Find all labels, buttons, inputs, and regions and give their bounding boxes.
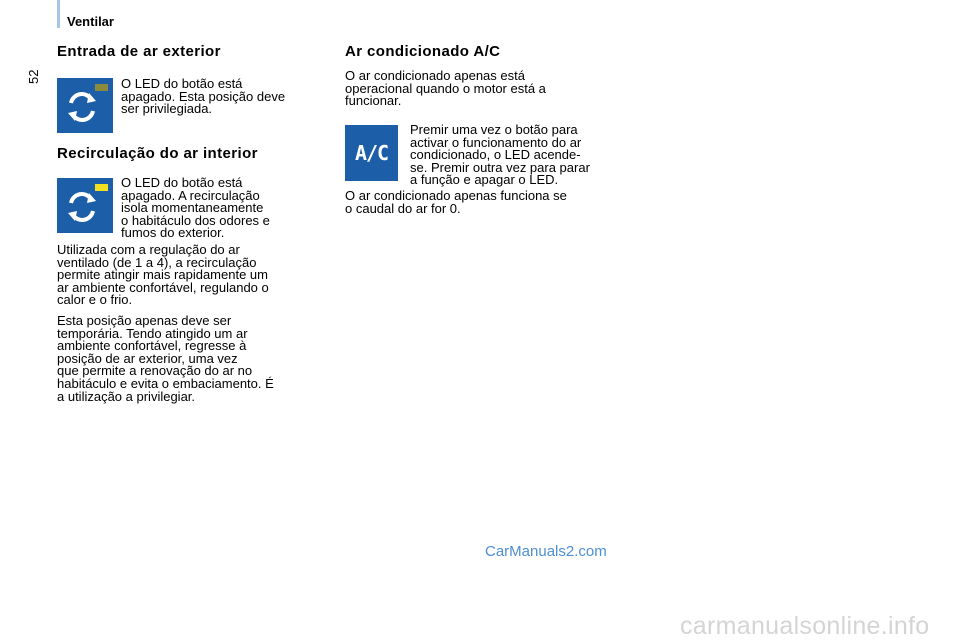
recirculation-arrows-icon [65, 90, 99, 124]
ac-button-icon: A/C [345, 125, 398, 181]
ac-note: O ar condicionado apenas funciona se o caudal do ar for 0. [345, 188, 567, 216]
ac-intro: O ar condicionado apenas está operacional quando o motor está a funcionar. [345, 68, 546, 109]
header-accent-bar [57, 0, 60, 28]
section-heading-recirculation: Recirculação do ar interior [57, 145, 258, 162]
page-header-title: Ventilar [67, 14, 114, 29]
section-heading-ac: Ar condicionado A/C [345, 43, 501, 60]
recirculation-arrows-icon [65, 190, 99, 224]
recirculation-paragraph-1: Utilizada com a regulação do ar ventilado (de 1 a 4), a recirculação permite atingir mais rapidamente um ar ambiente confortável, regulando o calor e o frio. [57, 242, 269, 308]
page-number: 52 [26, 69, 41, 84]
watermark-carmanuals2[interactable]: CarManuals2.com [485, 543, 607, 560]
recirculation-paragraph-2: Esta posição apenas deve ser temporária. Tendo atingido um ar ambiente confortável, regresse à posição de ar exterior, uma vez que permite a renovação do ar no habitáculo e evita o embaciamento. É a utilização a privilegiar. [57, 313, 274, 404]
outside-air-description: O LED do botão está apagado. Esta posição deve ser privilegiada. [121, 76, 286, 117]
section-heading-outside-air: Entrada de ar exterior [57, 43, 221, 60]
ac-description: Premir uma vez o botão para activar o funcionamento do ar condicionado, o LED acende- se. Premir outra vez para parar a função e apagar o LED. [410, 122, 590, 188]
watermark-carmanualsonline[interactable]: carmanualsonline.info [680, 612, 930, 640]
outside-air-button-icon [57, 78, 113, 133]
recirculation-button-icon [57, 178, 113, 233]
recirculation-description: O LED do botão está apagado. A recirculação isola momentaneamente o habitáculo dos odores e fumos do exterior. [121, 175, 270, 241]
